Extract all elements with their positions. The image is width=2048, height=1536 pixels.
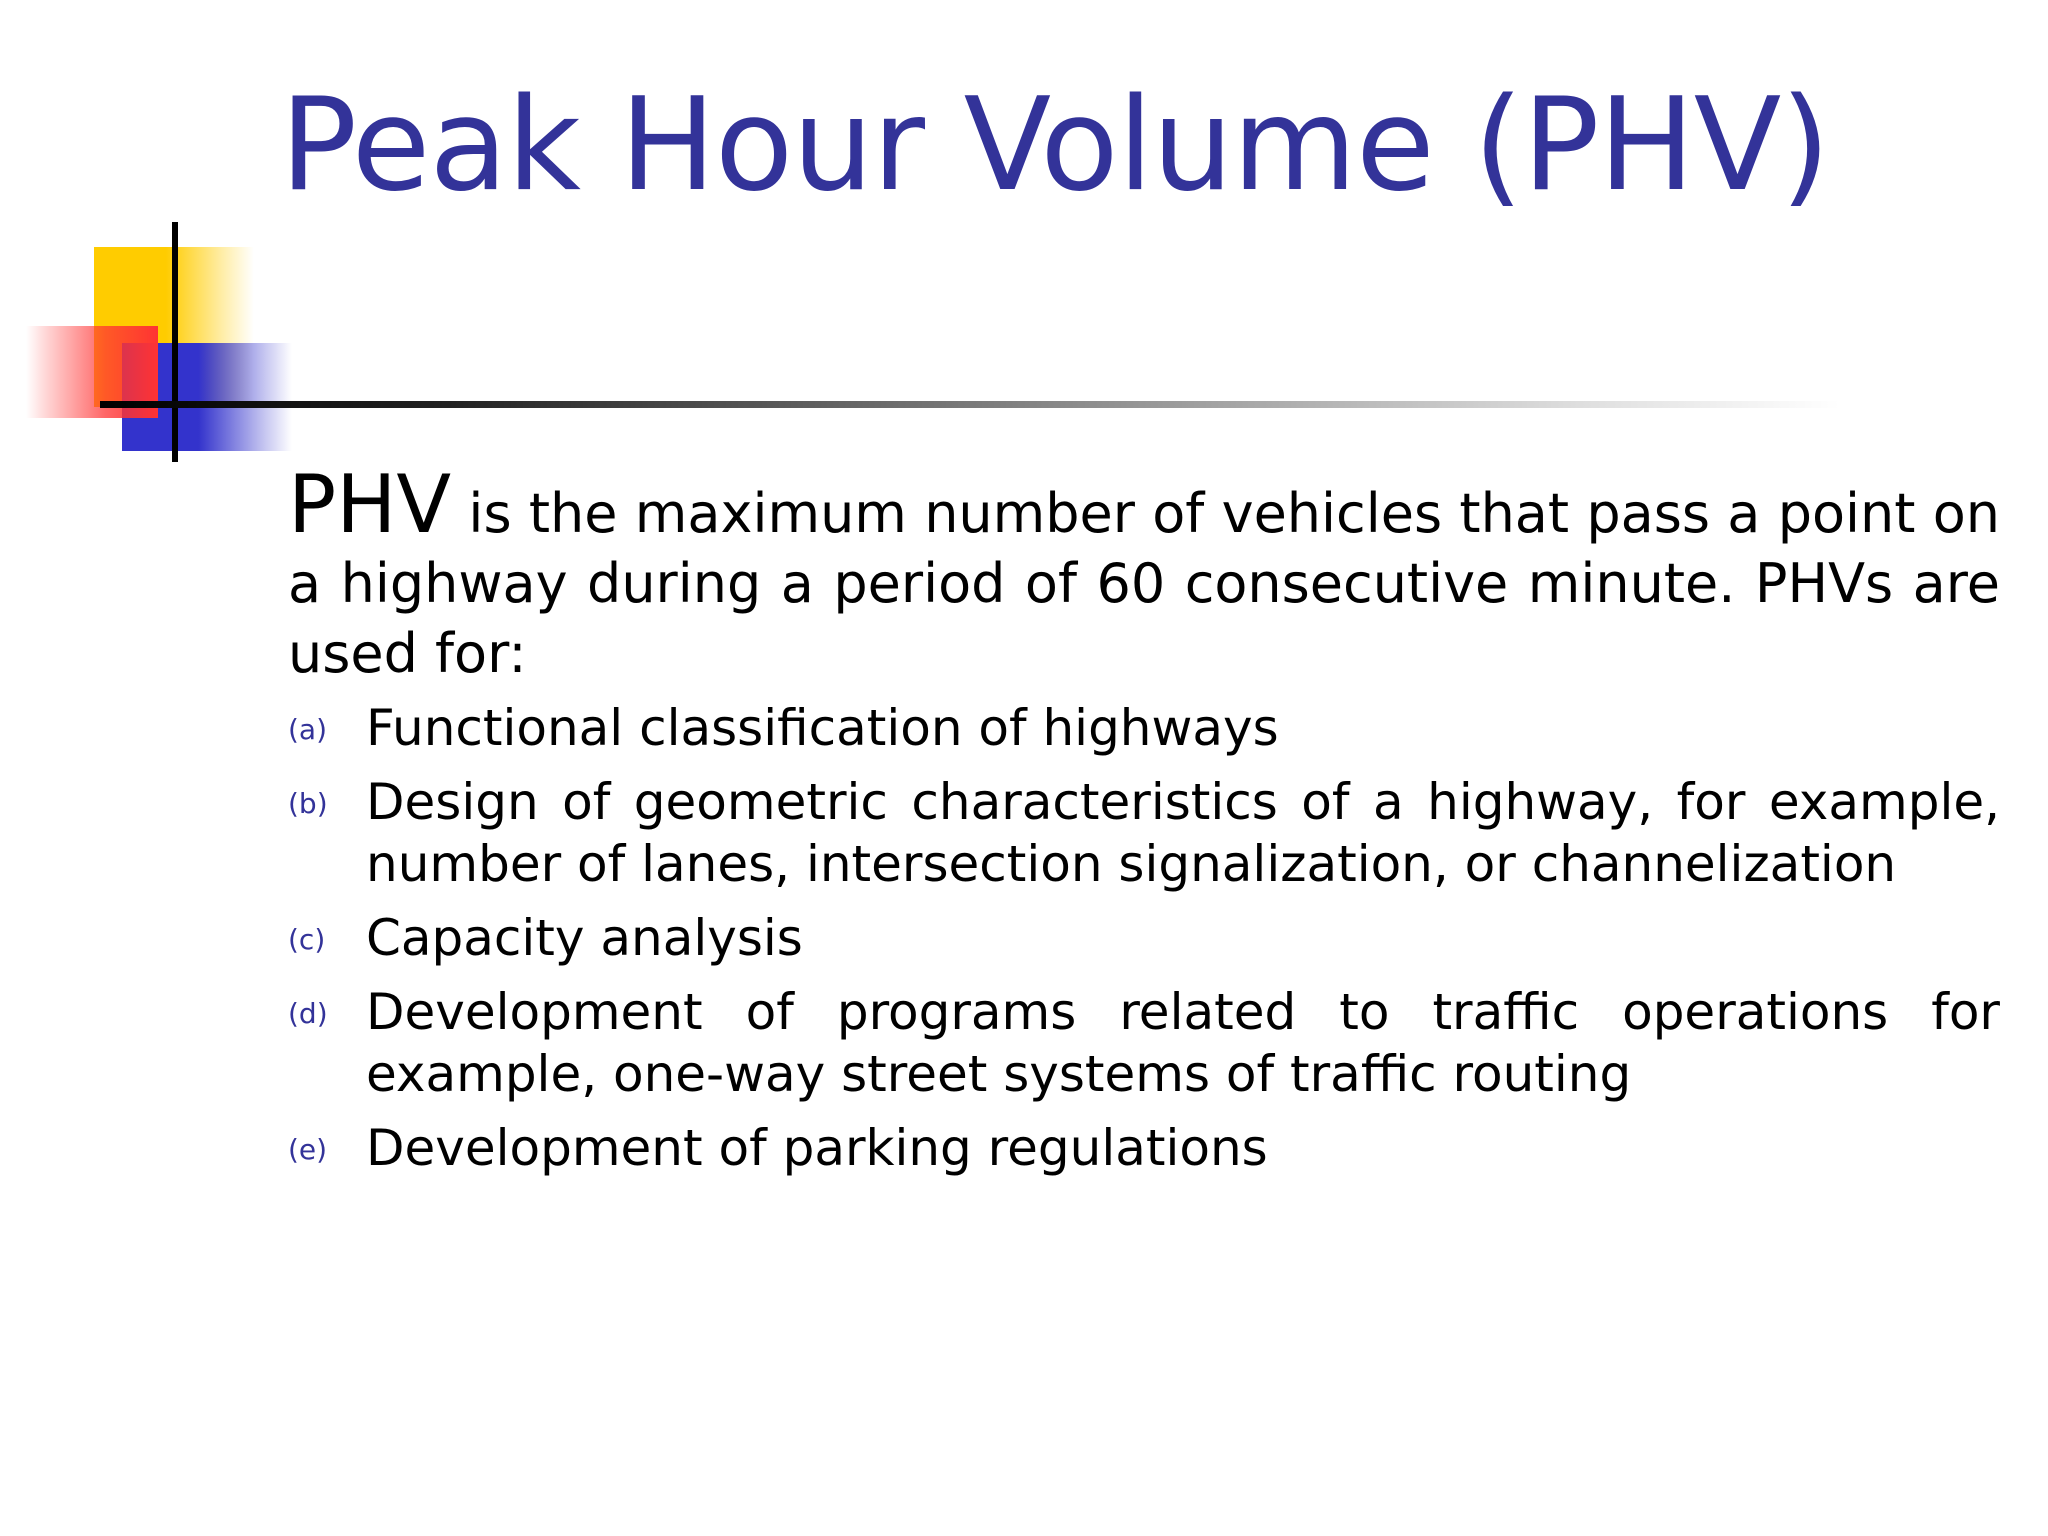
list-item-marker: (d)	[288, 997, 328, 1030]
list-item-marker: (e)	[288, 1133, 328, 1166]
uses-list	[288, 697, 2000, 1179]
lead-paragraph	[288, 458, 2000, 689]
list-item	[288, 907, 2000, 969]
list-item	[288, 697, 2000, 759]
list-item-text: Design of geometric characteristics of a highway, for example, number of lanes, intersection signalization, or channelization	[366, 773, 2000, 893]
slide-body	[288, 458, 2000, 1191]
list-item	[288, 981, 2000, 1105]
lead-term: PHV	[288, 458, 452, 551]
list-item-text: Capacity analysis	[366, 909, 803, 967]
slide-title: Peak Hour Volume (PHV)	[280, 71, 1830, 220]
list-item-marker: (b)	[288, 787, 328, 820]
lead-text: is the maximum number of vehicles that pass a point on a highway during a period of 60 consecutive minute. PHVs are used for:	[288, 482, 2000, 685]
list-item-text: Development of parking regulations	[366, 1119, 1268, 1177]
list-item-marker: (c)	[288, 923, 326, 956]
list-item	[288, 1117, 2000, 1179]
list-item	[288, 771, 2000, 895]
list-item-text: Functional classification of highways	[366, 699, 1279, 757]
list-item-marker: (a)	[288, 713, 328, 746]
title-underline	[100, 401, 1840, 408]
list-item-text: Development of programs related to traffic operations for example, one-way street systems of traffic routing	[366, 983, 2000, 1103]
ornament-vertical-line	[172, 222, 178, 462]
